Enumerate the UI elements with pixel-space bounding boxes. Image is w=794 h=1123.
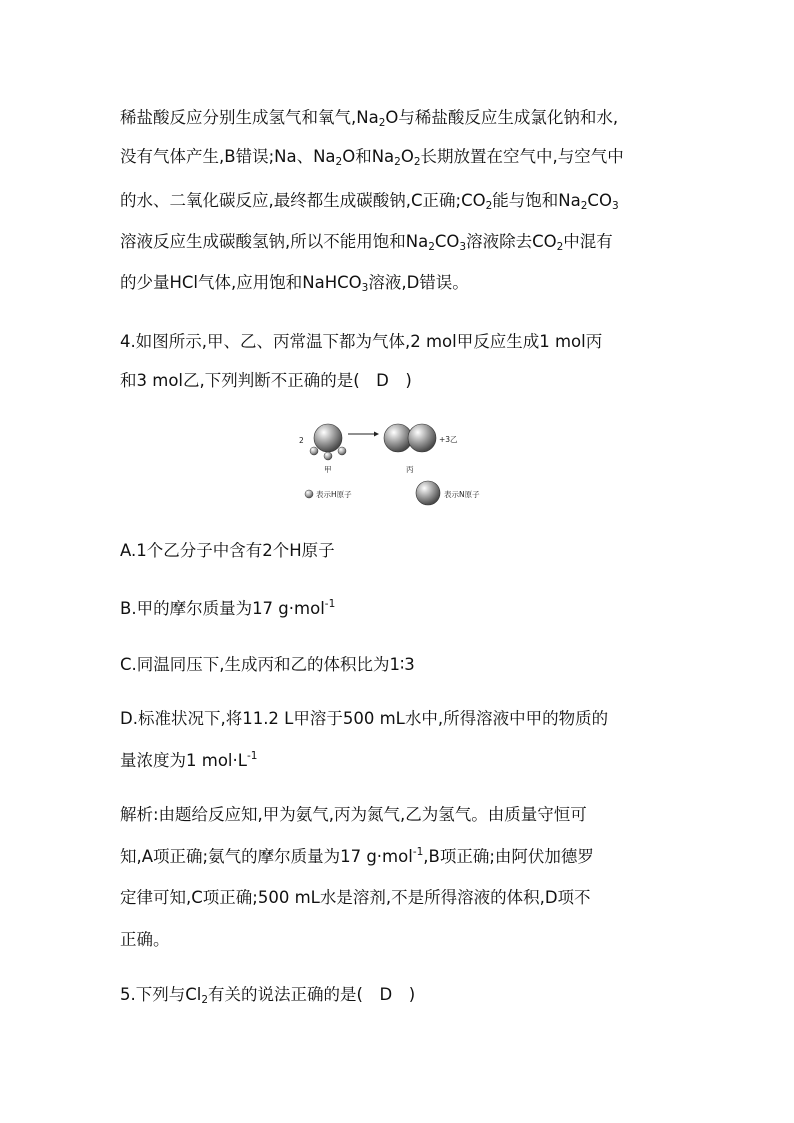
q4-analysis-line-2: 知,A项正确;氨气的摩尔质量为17 g·mol$^{-1}$,B项正确;由阿伏加德罗 (120, 846, 594, 866)
q4-option-d-line-2: 量浓度为1 $mol\cdot L^{-1}$ (120, 750, 258, 770)
legend-n-icon (416, 481, 440, 505)
prev-answer-line-4: 溶液反应生成碳酸氢钠,所以不能用饱和$Na_2CO_3$溶液除去$CO_2$中混有 (120, 232, 613, 253)
legend-h-label: 表示H原子 (316, 490, 352, 499)
h-atom (338, 447, 346, 455)
reaction-diagram (290, 415, 510, 510)
q4-option-b: B.甲的摩尔质量为17 g·mol$^{-1}$ (120, 598, 336, 618)
q4-stem-line-2: 和3 mol乙,下列判断不正确的是( D ) (120, 371, 412, 390)
q4-stem-line-1: 4.如图所示,甲、乙、丙常温下都为气体,2 mol甲反应生成1 mol丙 (120, 332, 603, 351)
label-bing: 丙 (406, 465, 414, 474)
q4-option-c: C.同温同压下,生成丙和乙的体积比为1∶3 (120, 655, 415, 674)
h-atom (324, 452, 332, 460)
reaction-arrow (348, 432, 379, 437)
plus-yi-label: +3乙 (439, 435, 458, 444)
q4-analysis-line-4: 正确。 (120, 930, 170, 949)
prev-answer-line-1: 稀盐酸反应分别生成氢气和氧气$,Na_2O$与稀盐酸反应生成氯化钠和水, (120, 108, 619, 129)
legend-h-icon (305, 490, 313, 498)
coefficient-label: 2 (299, 436, 304, 445)
prev-answer-line-3: 的水、二氧化碳反应,最终都生成碳酸钠,C正确$;CO_2$能与饱和$Na_2CO_3$ (120, 191, 619, 212)
jia-molecule (310, 424, 346, 460)
q4-analysis-line-3: 定律可知,C项正确;500 mL水是溶剂,不是所得溶液的体积,D项不 (120, 888, 591, 907)
bing-molecule (384, 424, 436, 452)
prev-answer-line-5: 的少量HCl气体,应用饱和NaHCO$_3$溶液,D错误。 (120, 273, 469, 294)
q4-analysis-line-1: 解析:由题给反应知,甲为氨气,丙为氮气,乙为氢气。由质量守恒可 (120, 805, 587, 824)
q4-option-a: A.1个乙分子中含有2个H原子 (120, 541, 335, 560)
q4-option-d-line-1: D.标准状况下,将11.2 L甲溶于500 mL水中,所得溶液中甲的物质的 (120, 709, 609, 728)
label-jia: 甲 (324, 465, 332, 474)
q5-stem: 5.下列与$Cl_2$有关的说法正确的是( D ) (120, 985, 416, 1006)
h-atom (310, 447, 318, 455)
prev-answer-line-2: 没有气体产生,B错误;Na、$Na_2O$和$Na_2O_2$长期放置在空气中,与空气中 (120, 147, 624, 168)
legend-n-label: 表示N原子 (444, 490, 480, 499)
